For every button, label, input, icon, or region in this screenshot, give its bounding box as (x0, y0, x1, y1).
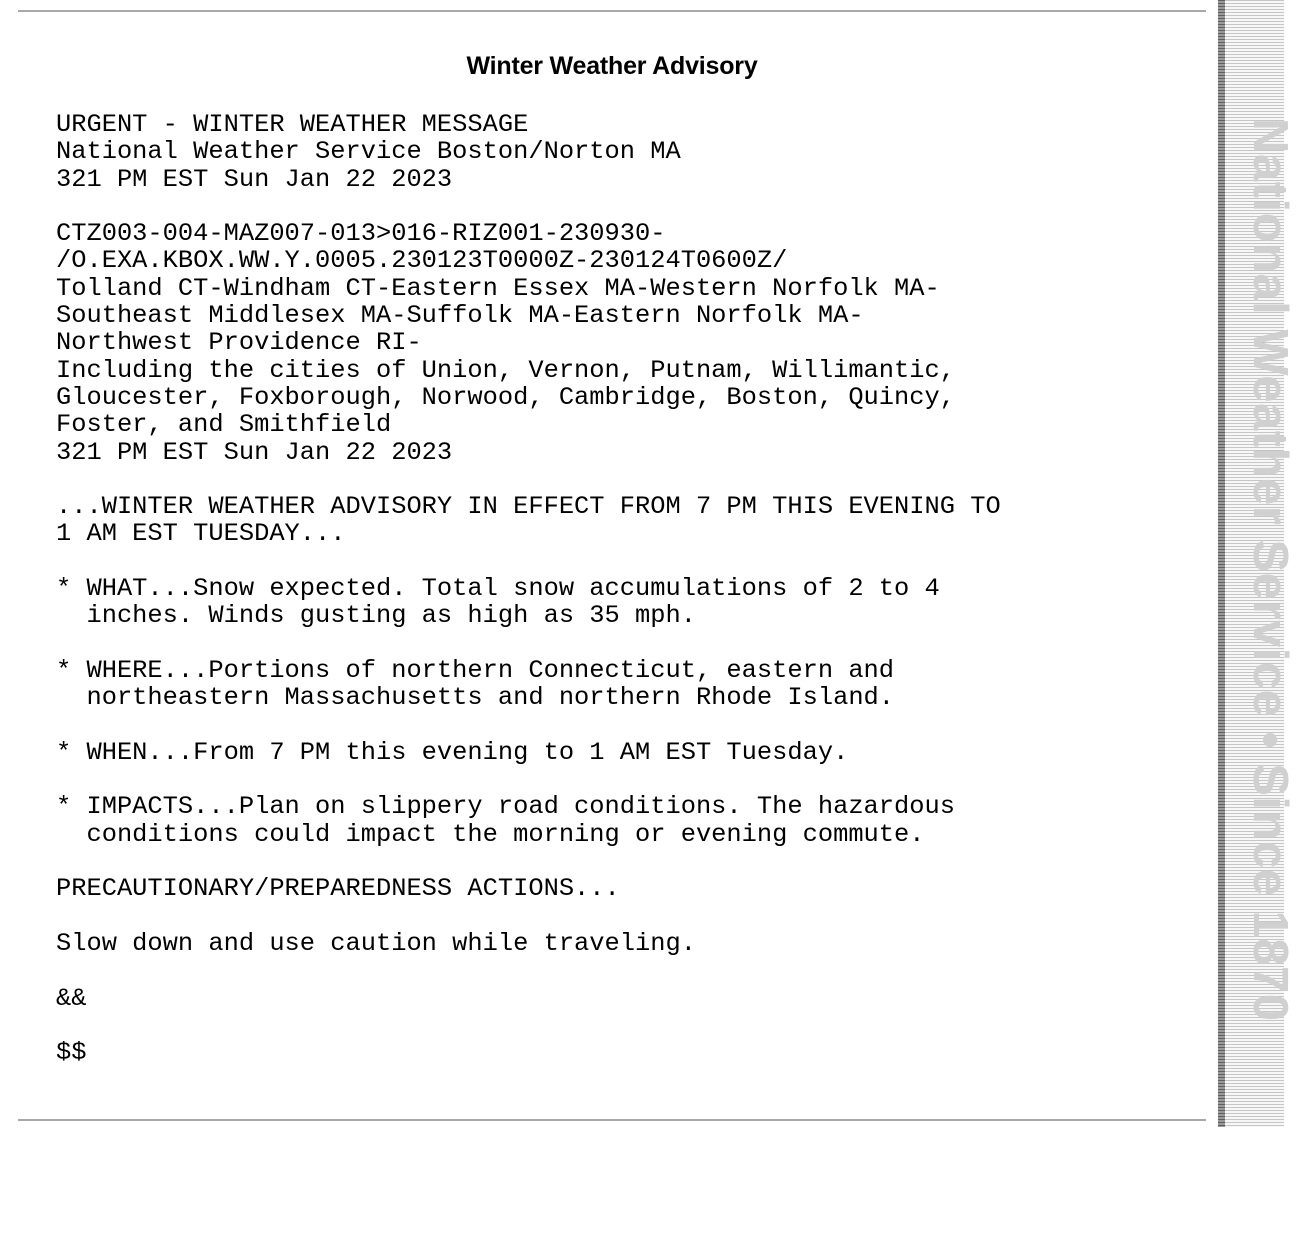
bulletin-line: && (56, 983, 87, 1013)
bulletin-line: CTZ003-004-MAZ007-013>016-RIZ001-230930- (56, 219, 666, 249)
bulletin-line: Tolland CT-Windham CT-Eastern Essex MA-Western Norfolk MA- (56, 273, 940, 303)
bulletin-line: * IMPACTS...Plan on slippery road conditions. The hazardous (56, 792, 955, 822)
advisory-bulletin (56, 111, 1001, 1066)
bulletin-line: Northwest Providence RI- (56, 328, 422, 358)
banner-edge (1218, 0, 1225, 1127)
bulletin-line: Southeast Middlesex MA-Suffolk MA-Eastern Norfolk MA- (56, 301, 864, 331)
bulletin-line: 321 PM EST Sun Jan 22 2023 (56, 164, 453, 194)
bulletin-line: inches. Winds gusting as high as 35 mph. (56, 601, 696, 631)
bulletin-line: National Weather Service Boston/Norton MA (56, 137, 681, 167)
bulletin-line: URGENT - WINTER WEATHER MESSAGE (56, 110, 529, 139)
bulletin-line: Foster, and Smithfield (56, 410, 392, 440)
bottom-divider (18, 1119, 1206, 1121)
bulletin-line: 1 AM EST TUESDAY... (56, 519, 346, 549)
bulletin-line: conditions could impact the morning or evening commute. (56, 819, 925, 849)
blank-line (56, 1012, 1001, 1039)
blank-line (56, 548, 1001, 575)
top-divider (18, 10, 1206, 12)
bulletin-line: * WHAT...Snow expected. Total snow accumulations of 2 to 4 (56, 574, 940, 604)
blank-line (56, 630, 1001, 657)
bulletin-line: northeastern Massachusetts and northern Rhode Island. (56, 683, 895, 713)
blank-line (56, 193, 1001, 220)
bulletin-line: 321 PM EST Sun Jan 22 2023 (56, 437, 453, 467)
bulletin-line: /O.EXA.KBOX.WW.Y.0005.230123T0000Z-230124T0600Z/ (56, 246, 788, 276)
bulletin-line: $$ (56, 1038, 87, 1068)
bulletin-line: Including the cities of Union, Vernon, Putnam, Willimantic, (56, 355, 955, 385)
blank-line (56, 466, 1001, 493)
page-title: Winter Weather Advisory (466, 52, 758, 80)
blank-line (56, 848, 1001, 875)
bulletin-line: * WHERE...Portions of northern Connecticut, eastern and (56, 655, 895, 685)
banner-text: National Weather Service • Since 1870 (1243, 118, 1297, 1022)
blank-line (56, 712, 1001, 739)
bulletin-line: Slow down and use caution while traveling. (56, 928, 696, 958)
blank-line (56, 957, 1001, 984)
bulletin-line: PRECAUTIONARY/PREPAREDNESS ACTIONS... (56, 874, 620, 904)
blank-line (56, 903, 1001, 930)
side-banner (1218, 0, 1297, 1127)
bulletin-line: ...WINTER WEATHER ADVISORY IN EFFECT FROM 7 PM THIS EVENING TO (56, 492, 1001, 522)
bulletin-line: * WHEN...From 7 PM this evening to 1 AM EST Tuesday. (56, 737, 849, 767)
bulletin-line: Gloucester, Foxborough, Norwood, Cambridge, Boston, Quincy, (56, 382, 955, 412)
blank-line (56, 766, 1001, 793)
